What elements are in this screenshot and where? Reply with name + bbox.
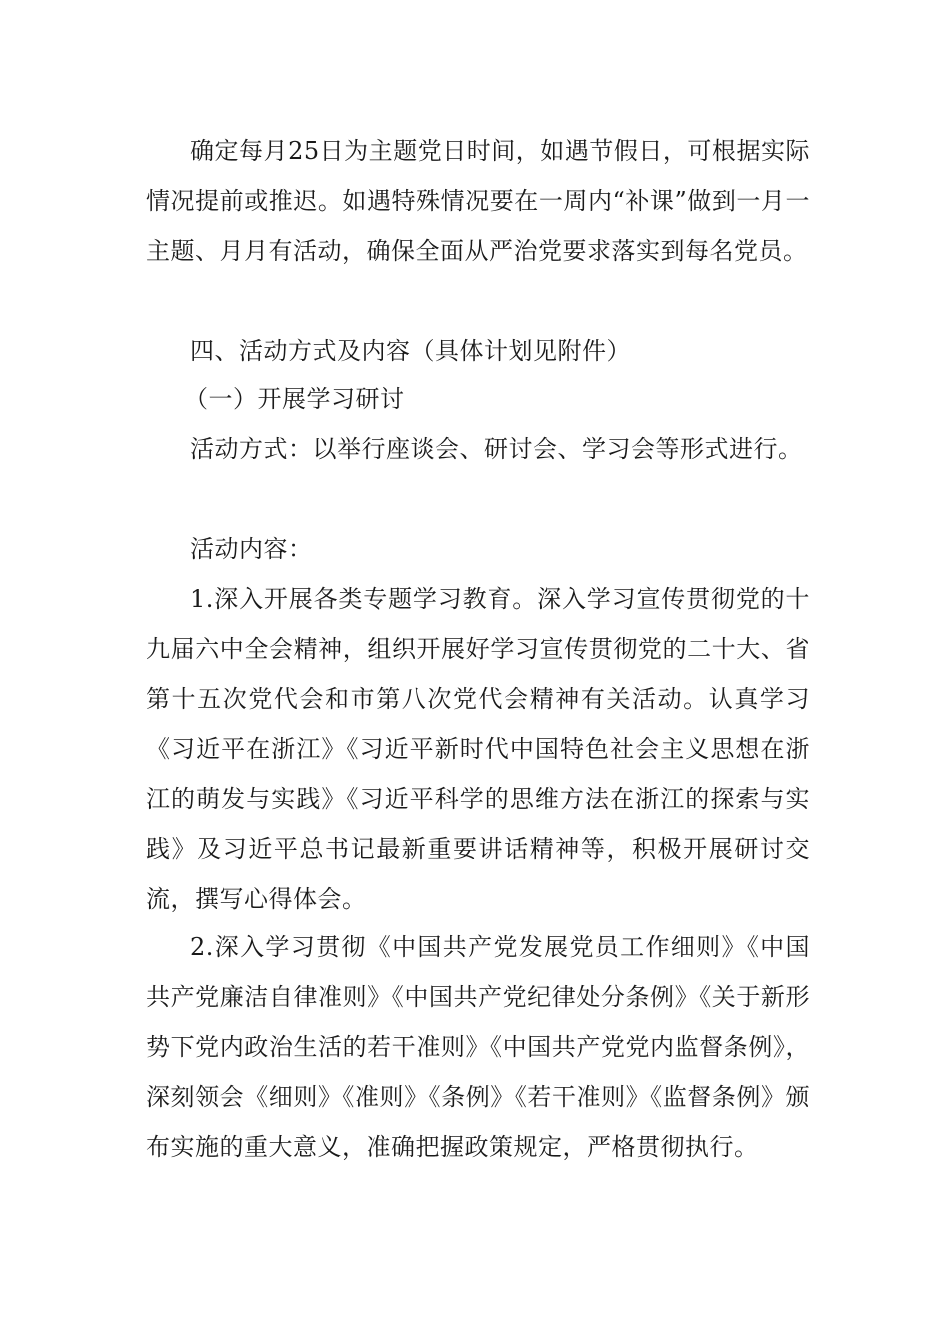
- activity-content-label: 活动内容：: [190, 535, 313, 563]
- subsection-heading-1: （一）开展学习研讨: [184, 385, 405, 413]
- paragraph-theme-day: 确定每月25日为主题党日时间，如遇节假日，可根据实际情况提前或推迟。如遇特殊情况要在一周内“补课”做到一月一主题、月月有活动，确保全面从严治党要求落实到每名党员。: [146, 137, 810, 265]
- paragraph-item-2: 2.深入学习贯彻《中国共产党发展党员工作细则》《中国共产党廉洁自律准则》《中国共产党纪律处分条例》《关于新形势下党内政治生活的若干准则》《中国共产党党内监督条例》，深刻领会《细则》《准则》《条例》《若干准则》《监督条例》颁布实施的重大意义，准确把握政策规定，严格贯彻执行。: [146, 933, 810, 1161]
- activity-method: 活动方式：以举行座谈会、研讨会、学习会等形式进行。: [190, 435, 803, 463]
- paragraph-item-1: 1.深入开展各类专题学习教育。深入学习宣传贯彻党的十九届六中全会精神，组织开展好学习宣传贯彻党的二十大、省第十五次党代会和市第八次党代会精神有关活动。认真学习《习近平在浙江》《习近平新时代中国特色社会主义思想在浙江的萌发与实践》《习近平科学的思维方法在浙江的探索与实践》及习近平总书记最新重要讲话精神等，积极开展研讨交流，撰写心得体会。: [146, 585, 810, 913]
- section-heading-4: 四、活动方式及内容（具体计划见附件）: [190, 337, 631, 365]
